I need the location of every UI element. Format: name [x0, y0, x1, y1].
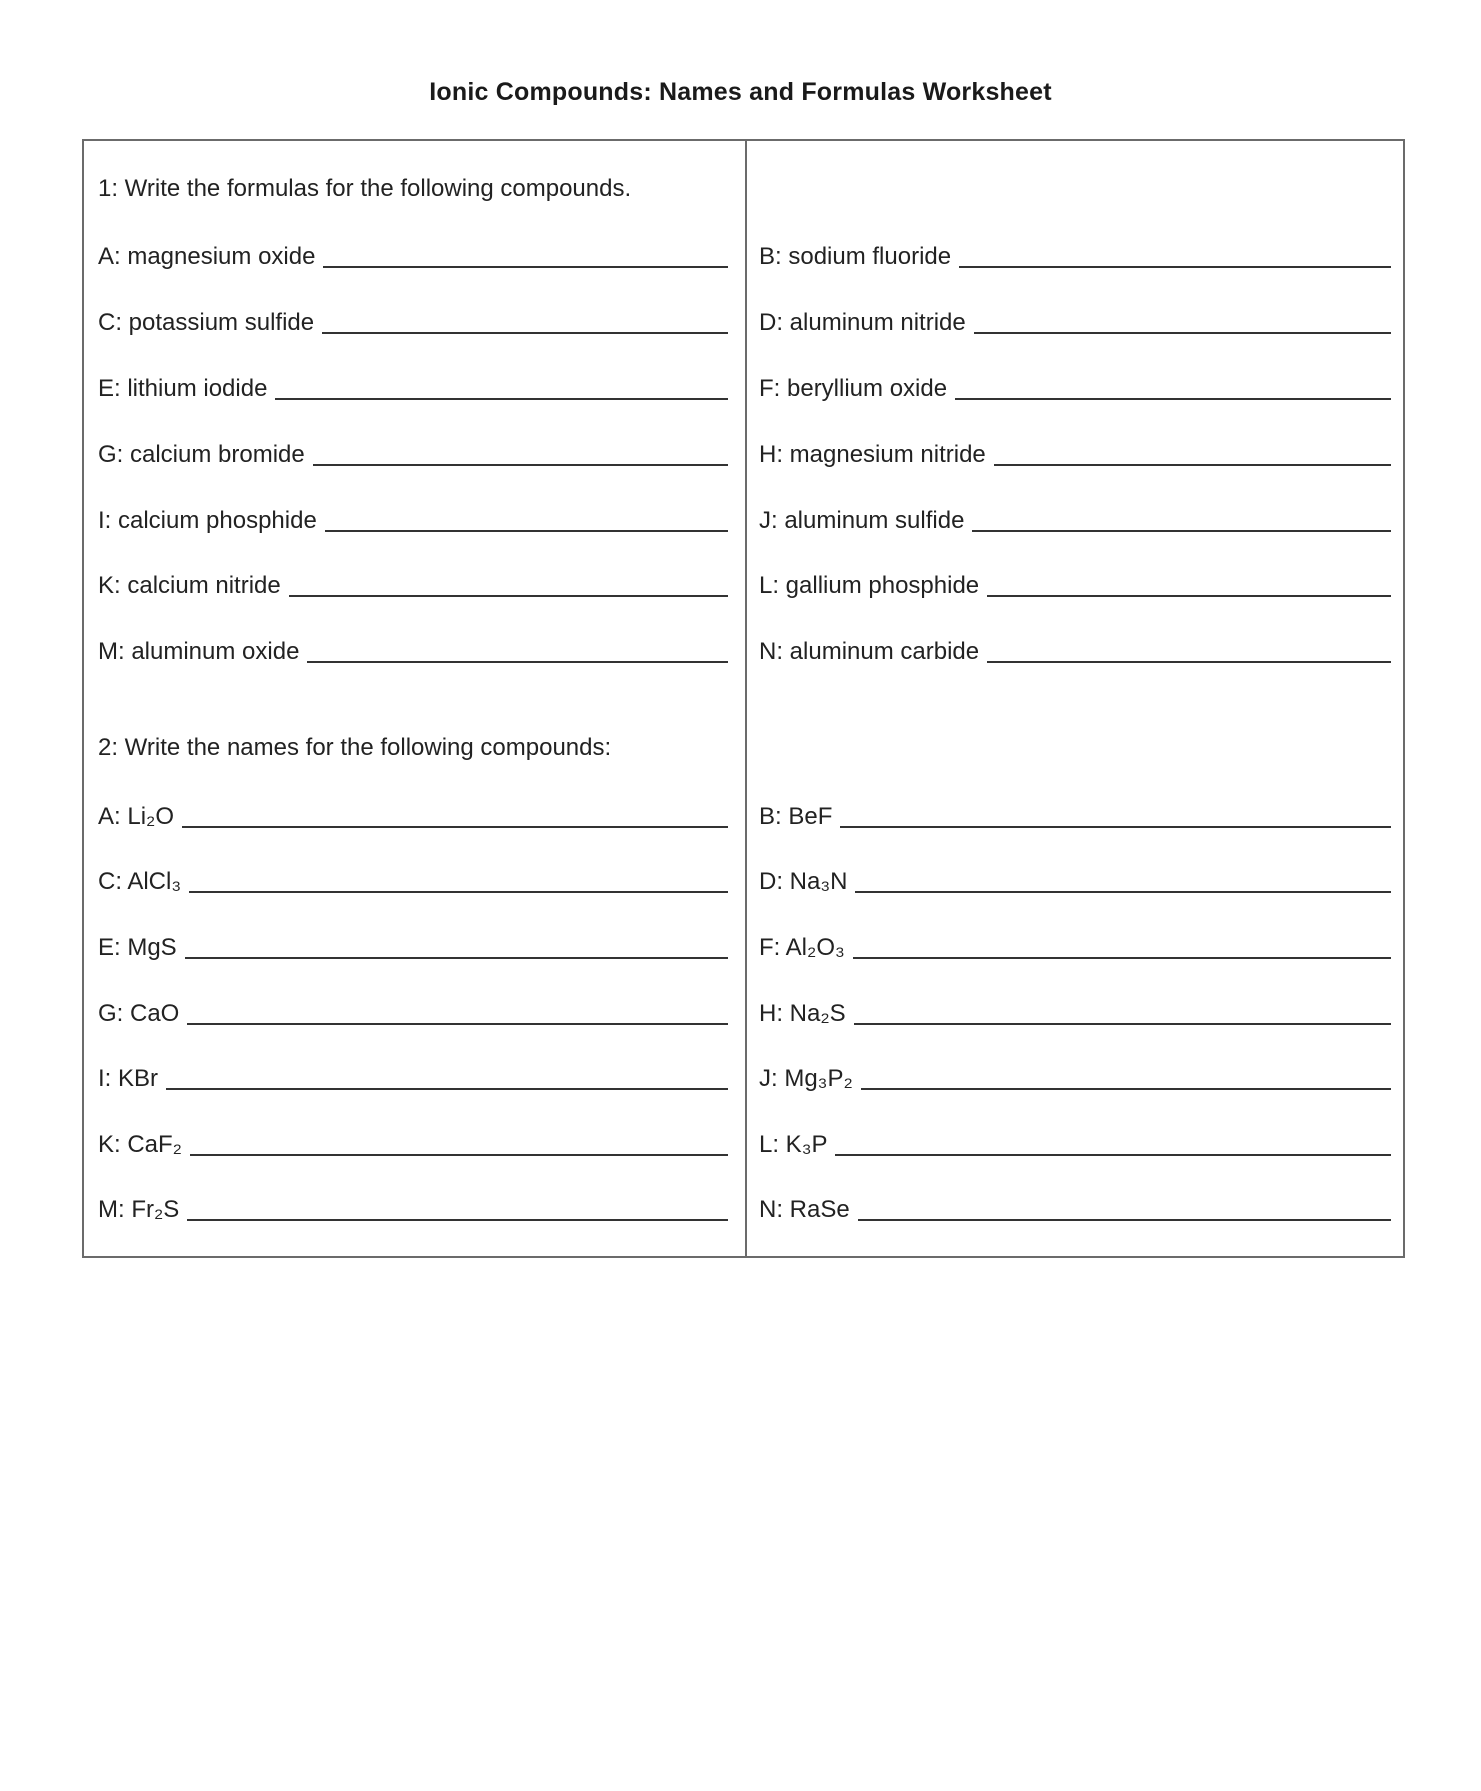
question2-l[interactable]	[759, 1128, 1391, 1159]
answer-line[interactable]	[972, 508, 1391, 532]
answer-line[interactable]	[323, 244, 728, 268]
question-label: K: CaF₂	[98, 1131, 182, 1158]
question1-h[interactable]	[759, 438, 1391, 469]
question-label: B: BeF	[759, 803, 833, 830]
answer-line[interactable]	[994, 442, 1391, 466]
question1-e[interactable]	[98, 372, 728, 403]
question1-b[interactable]	[759, 240, 1391, 271]
answer-line[interactable]	[987, 639, 1391, 663]
answer-line[interactable]	[189, 869, 728, 893]
answer-line[interactable]	[853, 935, 1391, 959]
answer-line[interactable]	[275, 376, 728, 400]
answer-line[interactable]	[182, 804, 728, 828]
question-label: C: AlCl₃	[98, 868, 182, 895]
question-label: G: calcium bromide	[98, 441, 305, 468]
question-label: E: MgS	[98, 934, 177, 961]
question2-n[interactable]	[759, 1193, 1391, 1224]
answer-line[interactable]	[185, 935, 728, 959]
question-label: J: aluminum sulfide	[759, 507, 965, 534]
answer-line[interactable]	[840, 804, 1391, 828]
question-label: L: gallium phosphide	[759, 572, 980, 599]
question-label: I: KBr	[98, 1065, 159, 1092]
question-label: N: aluminum carbide	[759, 638, 980, 665]
question1-d[interactable]	[759, 306, 1391, 337]
answer-line[interactable]	[987, 573, 1391, 597]
answer-line[interactable]	[835, 1132, 1391, 1156]
worksheet-table	[82, 139, 1405, 1258]
answer-line[interactable]	[861, 1066, 1391, 1090]
question-label: F: beryllium oxide	[759, 375, 948, 402]
answer-line[interactable]	[307, 639, 728, 663]
question1-c[interactable]	[98, 306, 728, 337]
question1-j[interactable]	[759, 504, 1391, 535]
answer-line[interactable]	[187, 1197, 728, 1221]
question1-n[interactable]	[759, 635, 1391, 666]
answer-line[interactable]	[855, 869, 1391, 893]
question2-j[interactable]	[759, 1062, 1391, 1093]
answer-line[interactable]	[190, 1132, 728, 1156]
question2-i[interactable]	[98, 1062, 728, 1093]
question1-g[interactable]	[98, 438, 728, 469]
question2-f[interactable]	[759, 931, 1391, 962]
column-divider	[745, 141, 747, 1256]
question-label: D: aluminum nitride	[759, 309, 966, 336]
question2-m[interactable]	[98, 1193, 728, 1224]
question-label: D: Na₃N	[759, 868, 848, 895]
answer-line[interactable]	[959, 244, 1391, 268]
section2-instruction: 2: Write the names for the following compounds:	[98, 734, 612, 761]
question1-k[interactable]	[98, 569, 728, 600]
question1-m[interactable]	[98, 635, 728, 666]
question-label: N: RaSe	[759, 1196, 850, 1223]
question1-f[interactable]	[759, 372, 1391, 403]
question-label: A: magnesium oxide	[98, 243, 316, 270]
question-label: J: Mg₃P₂	[759, 1065, 853, 1092]
question-label: K: calcium nitride	[98, 572, 281, 599]
question-label: H: magnesium nitride	[759, 441, 986, 468]
question2-d[interactable]	[759, 865, 1391, 896]
question1-i[interactable]	[98, 504, 728, 535]
question2-c[interactable]	[98, 865, 728, 896]
answer-line[interactable]	[955, 376, 1391, 400]
question-label: C: potassium sulfide	[98, 309, 315, 336]
question1-a[interactable]	[98, 240, 728, 271]
question2-h[interactable]	[759, 997, 1391, 1028]
question-label: F: Al₂O₃	[759, 934, 845, 961]
question2-k[interactable]	[98, 1128, 728, 1159]
question-label: H: Na₂S	[759, 1000, 846, 1027]
question2-g[interactable]	[98, 997, 728, 1028]
question-label: M: Fr₂S	[98, 1196, 180, 1223]
question2-e[interactable]	[98, 931, 728, 962]
answer-line[interactable]	[858, 1197, 1391, 1221]
answer-line[interactable]	[854, 1001, 1391, 1025]
page-title: Ionic Compounds: Names and Formulas Worksheet	[429, 78, 1052, 106]
question-label: L: K₃P	[759, 1131, 828, 1158]
question-label: M: aluminum oxide	[98, 638, 300, 665]
question-label: E: lithium iodide	[98, 375, 268, 402]
answer-line[interactable]	[322, 310, 728, 334]
question-label: G: CaO	[98, 1000, 180, 1027]
question2-a[interactable]	[98, 800, 728, 831]
answer-line[interactable]	[187, 1001, 728, 1025]
question-label: A: Li₂O	[98, 803, 175, 830]
section1-instruction: 1: Write the formulas for the following compounds.	[98, 175, 632, 202]
answer-line[interactable]	[313, 442, 728, 466]
question2-b[interactable]	[759, 800, 1391, 831]
question-label: I: calcium phosphide	[98, 507, 317, 534]
answer-line[interactable]	[974, 310, 1391, 334]
answer-line[interactable]	[325, 508, 728, 532]
answer-line[interactable]	[166, 1066, 728, 1090]
answer-line[interactable]	[289, 573, 728, 597]
question1-l[interactable]	[759, 569, 1391, 600]
question-label: B: sodium fluoride	[759, 243, 952, 270]
